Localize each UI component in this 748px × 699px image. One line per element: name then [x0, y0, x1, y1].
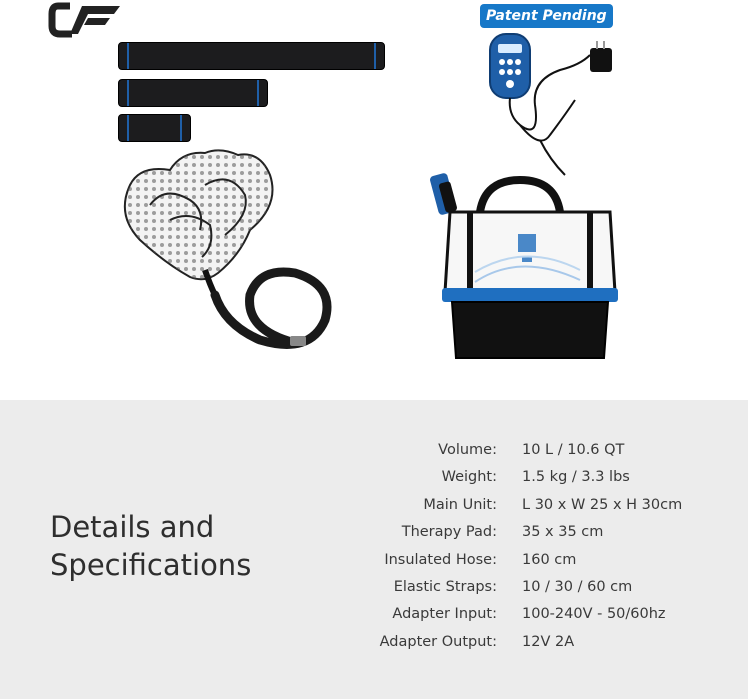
spec-label: Insulated Hose: — [384, 551, 497, 568]
spec-row-adapter-input — [330, 602, 730, 629]
therapy-pad-icon — [110, 145, 350, 370]
heading-line-2: Specifications — [50, 548, 252, 582]
spec-value: 35 x 35 cm — [522, 524, 604, 541]
spec-row-main-unit — [330, 493, 730, 520]
strap-medium — [118, 79, 268, 107]
spec-label: Elastic Straps: — [393, 578, 497, 595]
spec-row-adapter-output — [330, 630, 730, 657]
spec-label: Therapy Pad: — [401, 524, 497, 541]
spec-value: L 30 x W 25 x H 30cm — [522, 496, 683, 513]
cooler-bag-icon — [430, 172, 630, 364]
heading-line-1: Details and — [50, 510, 215, 544]
spec-row-therapy-pad — [330, 520, 730, 547]
spec-label: Adapter Input: — [392, 606, 497, 623]
spec-value: 12V 2A — [522, 633, 575, 650]
spec-label: Main Unit: — [423, 496, 497, 513]
spec-value: 10 L / 10.6 QT — [522, 442, 625, 458]
spec-value: 1.5 kg / 3.3 lbs — [522, 469, 630, 486]
adapter-icon — [588, 40, 618, 74]
cf-logo-icon — [48, 0, 126, 40]
strap-long — [118, 42, 385, 70]
spec-label: Volume: — [438, 442, 497, 458]
spec-value: 160 cm — [522, 551, 577, 568]
spec-label: Weight: — [441, 469, 497, 486]
strap-short — [118, 114, 191, 142]
spec-row-insulated-hose — [330, 548, 730, 575]
spec-row-elastic-straps — [330, 575, 730, 602]
specs-heading — [50, 508, 330, 584]
spec-list — [330, 438, 730, 657]
spec-value: 10 / 30 / 60 cm — [522, 578, 633, 595]
spec-label: Adapter Output: — [379, 633, 497, 650]
patent-pending-badge: Patent Pending — [480, 4, 613, 28]
spec-value: 100-240V - 50/60hz — [522, 606, 666, 623]
spec-row-volume — [330, 438, 730, 465]
spec-row-weight — [330, 465, 730, 492]
